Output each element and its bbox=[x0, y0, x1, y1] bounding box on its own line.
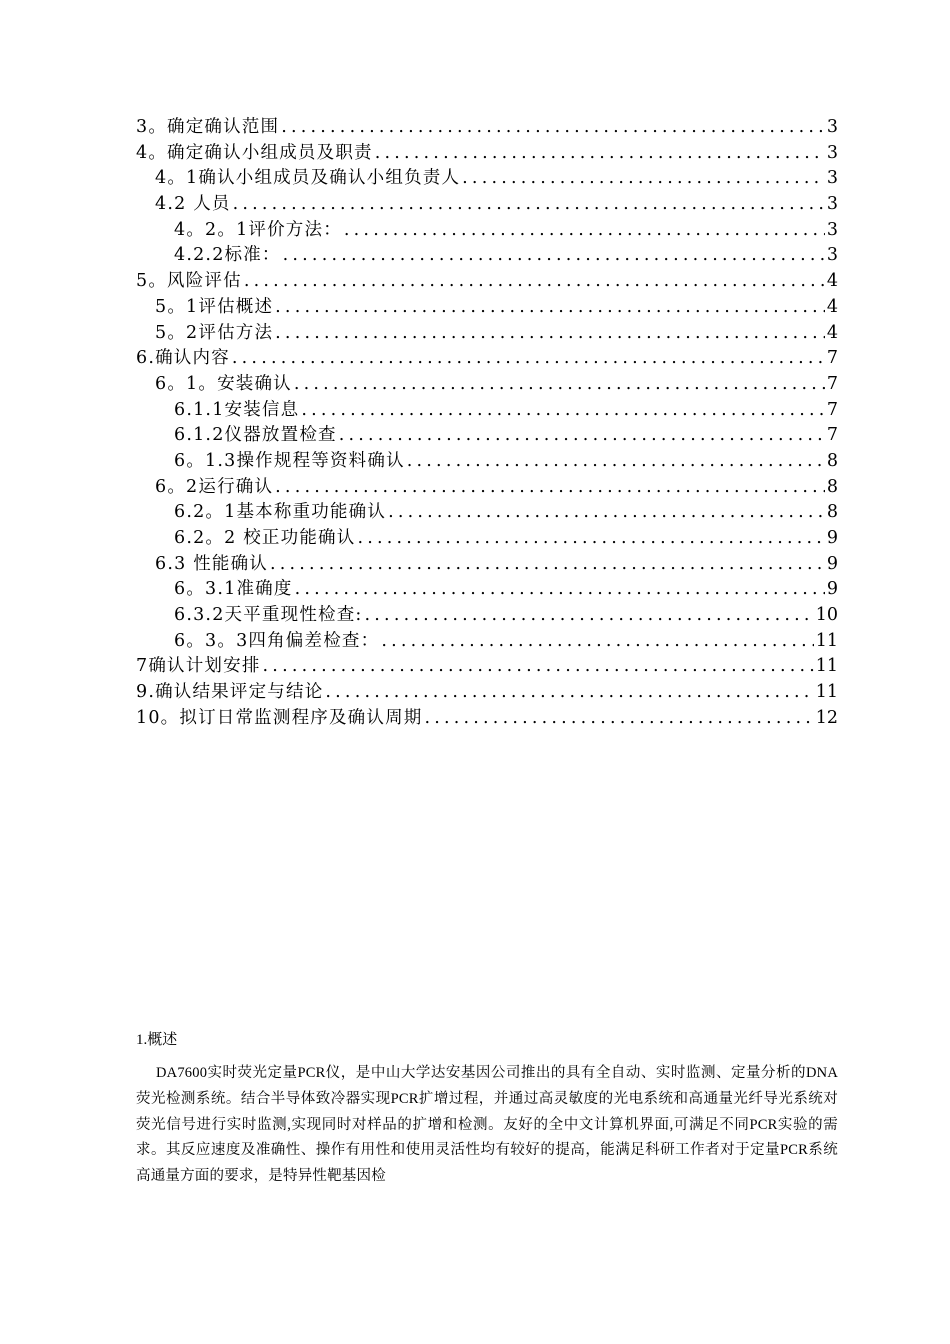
toc-entry-page: 7 bbox=[826, 373, 838, 394]
toc-entry-page: 3 bbox=[826, 142, 838, 163]
toc-leader-dots bbox=[323, 680, 813, 706]
toc-entry-title: 10。拟订日常监测程序及确认周期 bbox=[136, 707, 423, 728]
toc-entry-page: 9 bbox=[826, 553, 838, 574]
toc-leader-dots bbox=[293, 577, 825, 603]
toc-entry-title: 7确认计划安排 bbox=[136, 656, 261, 677]
toc-entry[interactable] bbox=[136, 654, 838, 680]
table-of-contents bbox=[136, 115, 838, 732]
toc-entry[interactable] bbox=[136, 346, 838, 372]
toc-entry-page: 11 bbox=[815, 656, 838, 677]
overview-section bbox=[136, 1029, 838, 1190]
toc-entry[interactable] bbox=[136, 423, 838, 449]
toc-leader-dots bbox=[386, 500, 825, 526]
toc-entry-title: 4。1确认小组成员及确认小组负责人 bbox=[155, 168, 461, 189]
toc-entry[interactable] bbox=[136, 552, 838, 578]
toc-entry[interactable] bbox=[136, 218, 838, 244]
toc-leader-dots bbox=[363, 603, 814, 629]
toc-entry[interactable] bbox=[136, 166, 838, 192]
toc-leader-dots bbox=[261, 654, 814, 680]
toc-entry-title: 6.3 性能确认 bbox=[155, 553, 268, 574]
toc-entry-title: 6。3。3四角偏差检查： bbox=[174, 630, 380, 651]
toc-entry-page: 3 bbox=[826, 219, 838, 240]
toc-entry-title: 5。风险评估 bbox=[136, 271, 242, 292]
toc-entry[interactable] bbox=[136, 603, 838, 629]
toc-entry-title: 6。2运行确认 bbox=[155, 476, 274, 497]
toc-entry[interactable] bbox=[136, 398, 838, 424]
toc-entry-page: 11 bbox=[815, 682, 838, 703]
toc-entry[interactable] bbox=[136, 115, 838, 141]
toc-entry-page: 11 bbox=[815, 630, 838, 651]
toc-leader-dots bbox=[337, 423, 825, 449]
toc-entry-page: 8 bbox=[826, 476, 838, 497]
toc-leader-dots bbox=[268, 552, 825, 578]
toc-entry[interactable] bbox=[136, 577, 838, 603]
toc-leader-dots bbox=[231, 192, 825, 218]
toc-entry-title: 6.3.2天平重现性检查: bbox=[174, 605, 363, 626]
toc-entry-page: 12 bbox=[815, 707, 838, 728]
toc-entry-page: 8 bbox=[826, 502, 838, 523]
toc-entry-page: 3 bbox=[826, 245, 838, 266]
toc-entry-title: 5。1评估概述 bbox=[155, 296, 274, 317]
toc-entry-title: 4.2.2标准： bbox=[174, 245, 281, 266]
toc-entry-page: 10 bbox=[815, 605, 838, 626]
toc-entry[interactable] bbox=[136, 526, 838, 552]
toc-entry[interactable] bbox=[136, 475, 838, 501]
toc-leader-dots bbox=[273, 475, 825, 501]
toc-entry[interactable] bbox=[136, 243, 838, 269]
toc-entry[interactable] bbox=[136, 192, 838, 218]
toc-entry-title: 6.确认内容 bbox=[136, 348, 230, 369]
toc-entry-title: 4。确定确认小组成员及职责 bbox=[136, 142, 373, 163]
toc-entry[interactable] bbox=[136, 269, 838, 295]
toc-entry-page: 4 bbox=[826, 296, 838, 317]
toc-entry-page: 4 bbox=[826, 271, 838, 292]
toc-leader-dots bbox=[460, 166, 825, 192]
toc-leader-dots bbox=[342, 218, 825, 244]
toc-entry[interactable] bbox=[136, 449, 838, 475]
toc-leader-dots bbox=[273, 295, 825, 321]
toc-leader-dots bbox=[281, 243, 825, 269]
toc-entry-page: 4 bbox=[826, 322, 838, 343]
toc-entry-title: 6.1.2仪器放置检查 bbox=[174, 425, 337, 446]
toc-entry-title: 9.确认结果评定与结论 bbox=[136, 682, 324, 703]
toc-leader-dots bbox=[373, 141, 825, 167]
toc-entry-title: 4。2。1评价方法： bbox=[174, 219, 342, 240]
toc-entry-title: 6。1。安装确认 bbox=[155, 373, 292, 394]
toc-entry-page: 7 bbox=[826, 425, 838, 446]
toc-leader-dots bbox=[355, 526, 824, 552]
toc-entry[interactable] bbox=[136, 680, 838, 706]
toc-leader-dots bbox=[273, 321, 825, 347]
toc-entry-page: 8 bbox=[826, 450, 838, 471]
toc-entry-title: 6.1.1安装信息 bbox=[174, 399, 300, 420]
toc-leader-dots bbox=[299, 398, 825, 424]
toc-entry-page: 7 bbox=[826, 399, 838, 420]
toc-leader-dots bbox=[405, 449, 825, 475]
toc-entry[interactable] bbox=[136, 372, 838, 398]
section-heading: 1.概述 bbox=[136, 1032, 178, 1048]
section-body: DA7600实时荧光定量PCR仪，是中山大学达安基因公司推出的具有全自动、实时监测、定量分析的DNA荧光检测系统。结合半导体致冷器实现PCR扩增过程，并通过高灵敏度的光电系统和高通量光纤导光系统对荧光信号进行实时监测,实现同时对样品的扩增和检测。友好的全中文计算机界面,可满足不同PCR实验的需求。其反应速度及准确性、操作有用性和使用灵活性均有较好的提高，能满足科研工作者对于定量PCR系统高通量方面的要求，是特异性靶基因检 bbox=[136, 1065, 838, 1185]
toc-leader-dots bbox=[379, 629, 813, 655]
toc-entry-page: 3 bbox=[826, 168, 838, 189]
toc-entry-title: 5。2评估方法 bbox=[155, 322, 274, 343]
toc-entry[interactable] bbox=[136, 321, 838, 347]
toc-entry-page: 7 bbox=[826, 348, 838, 369]
toc-leader-dots bbox=[230, 346, 825, 372]
toc-leader-dots bbox=[292, 372, 825, 398]
toc-entry-page: 3 bbox=[826, 194, 838, 215]
toc-entry-title: 3。确定确认范围 bbox=[136, 117, 280, 137]
toc-entry-title: 4.2 人员 bbox=[155, 194, 231, 215]
toc-entry[interactable] bbox=[136, 629, 838, 655]
toc-entry-page: 9 bbox=[826, 579, 838, 600]
toc-entry-page: 9 bbox=[826, 528, 838, 548]
toc-leader-dots bbox=[422, 706, 813, 732]
toc-entry-title: 6.2。2 校正功能确认 bbox=[174, 528, 356, 548]
toc-entry[interactable] bbox=[136, 500, 838, 526]
toc-leader-dots bbox=[242, 269, 825, 295]
toc-entry-page: 3 bbox=[826, 117, 838, 137]
toc-entry[interactable] bbox=[136, 706, 838, 732]
toc-entry-title: 6.2。1基本称重功能确认 bbox=[174, 502, 387, 523]
toc-entry[interactable] bbox=[136, 295, 838, 321]
toc-leader-dots bbox=[279, 115, 825, 141]
toc-entry[interactable] bbox=[136, 141, 838, 167]
toc-entry-title: 6。3.1准确度 bbox=[174, 579, 293, 600]
toc-entry-title: 6。1.3操作规程等资料确认 bbox=[174, 450, 405, 471]
